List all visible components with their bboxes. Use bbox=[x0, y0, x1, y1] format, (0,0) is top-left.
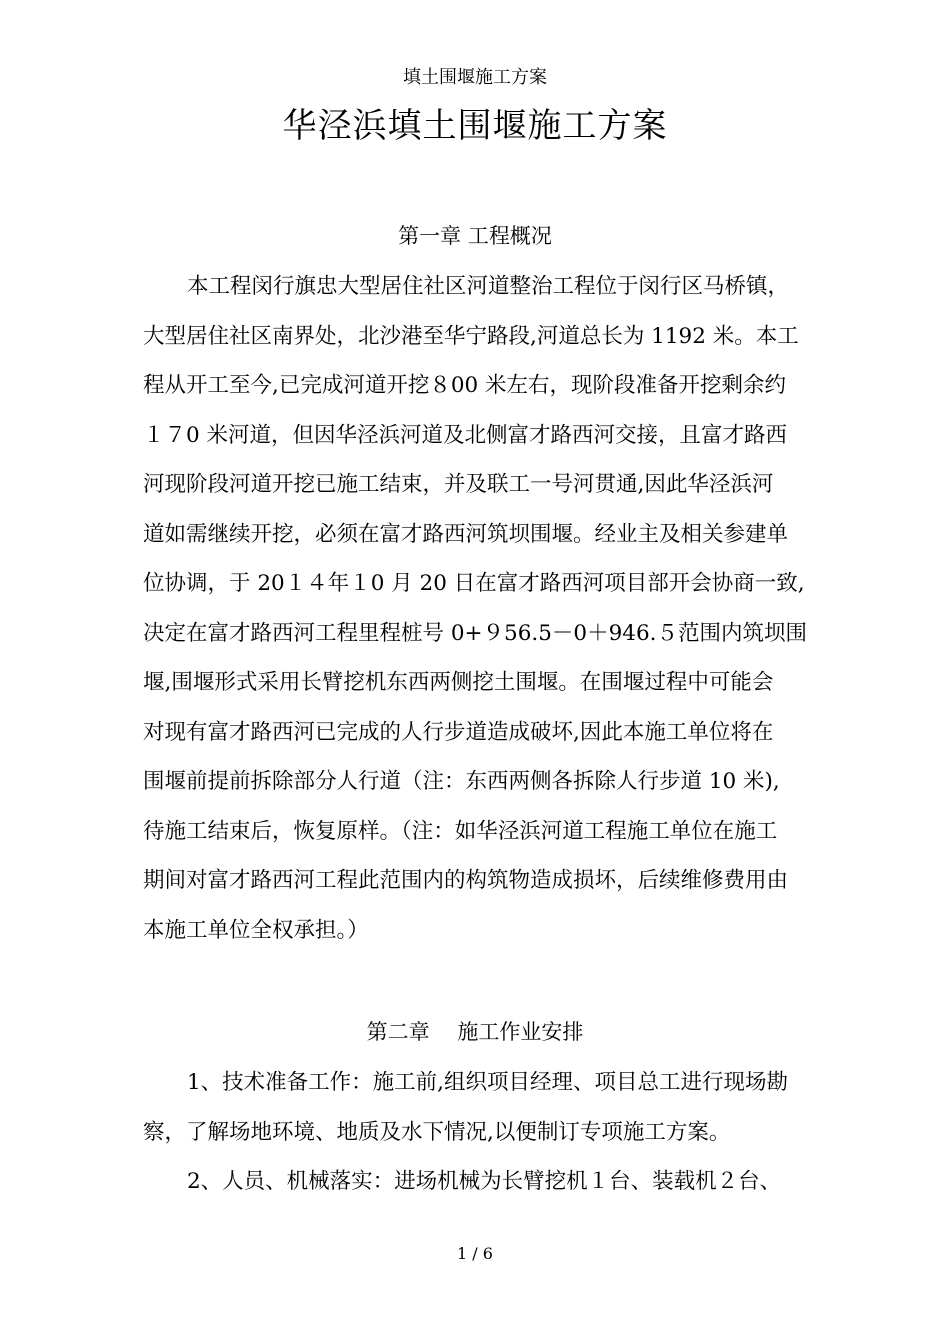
text-line: 位协调，于 20１４年１0 月 20 日在富才路西河项目部开会协商一致, bbox=[143, 571, 805, 596]
text-line: 察，了解场地环境、地质及水下情况,以便制订专项施工方案。 bbox=[143, 1119, 731, 1145]
text-line: 决定在富才路西河工程里程桩号 0+９56.5－0＋946.５范围内筑坝围 bbox=[143, 620, 807, 646]
text-line: 对现有富才路西河已完成的人行步道造成破坏,因此本施工单位将在 bbox=[143, 719, 774, 745]
text-line: 待施工结束后，恢复原样。（注：如华泾浜河道工程施工单位在施工 bbox=[143, 818, 778, 844]
text-line: 堰,围堰形式采用长臂挖机东西两侧挖土围堰。在围堰过程中可能会 bbox=[143, 670, 774, 695]
chapter-1-heading: 第一章 工程概况 bbox=[398, 224, 552, 248]
text-line: 道如需继续开挖，必须在富才路西河筑坝围堰。经业主及相关参建单 bbox=[143, 521, 789, 547]
chapter-1-paragraph bbox=[143, 262, 807, 955]
text-line: 本施工单位全权承担。） bbox=[143, 917, 369, 943]
text-line: 期间对富才路西河工程此范围内的构筑物造成损坏，后续维修费用由 bbox=[143, 868, 789, 893]
chapter-2-paragraphs bbox=[143, 1058, 807, 1207]
text-line: 本工程闵行旗忠大型居住社区河道整治工程位于闵行区马桥镇， bbox=[187, 274, 790, 299]
text-line: 大型居住社区南界处，北沙港至华宁路段,河道总长为 1192 米。本工 bbox=[143, 323, 799, 349]
page-number: 1 / 6 bbox=[457, 1244, 493, 1263]
text-line: 程从开工至今,已完成河道开挖８00 米左右，现阶段准备开挖剩余约 bbox=[143, 373, 787, 398]
text-line: 围堰前提前拆除部分人行道（注：东西两侧各拆除人行步道 10 米), bbox=[143, 769, 780, 794]
chapter-2-heading: 第二章 施工作业安排 bbox=[366, 1020, 584, 1044]
text-line: 1、技术准备工作：施工前,组织项目经理、项目总工进行现场勘 bbox=[187, 1070, 789, 1095]
running-header: 填土围堰施工方案 bbox=[403, 67, 547, 88]
text-line: １７0 米河道，但因华泾浜河道及北侧富才路西河交接，且富才路西 bbox=[143, 422, 788, 448]
document-title: 华泾浜填土围堰施工方案 bbox=[282, 106, 668, 146]
text-line: 2、人员、机械落实：进场机械为长臂挖机１台、装载机２台、 bbox=[187, 1169, 782, 1194]
text-line: 河现阶段河道开挖已施工结束，并及联工一号河贯通,因此华泾浜河 bbox=[143, 472, 774, 497]
